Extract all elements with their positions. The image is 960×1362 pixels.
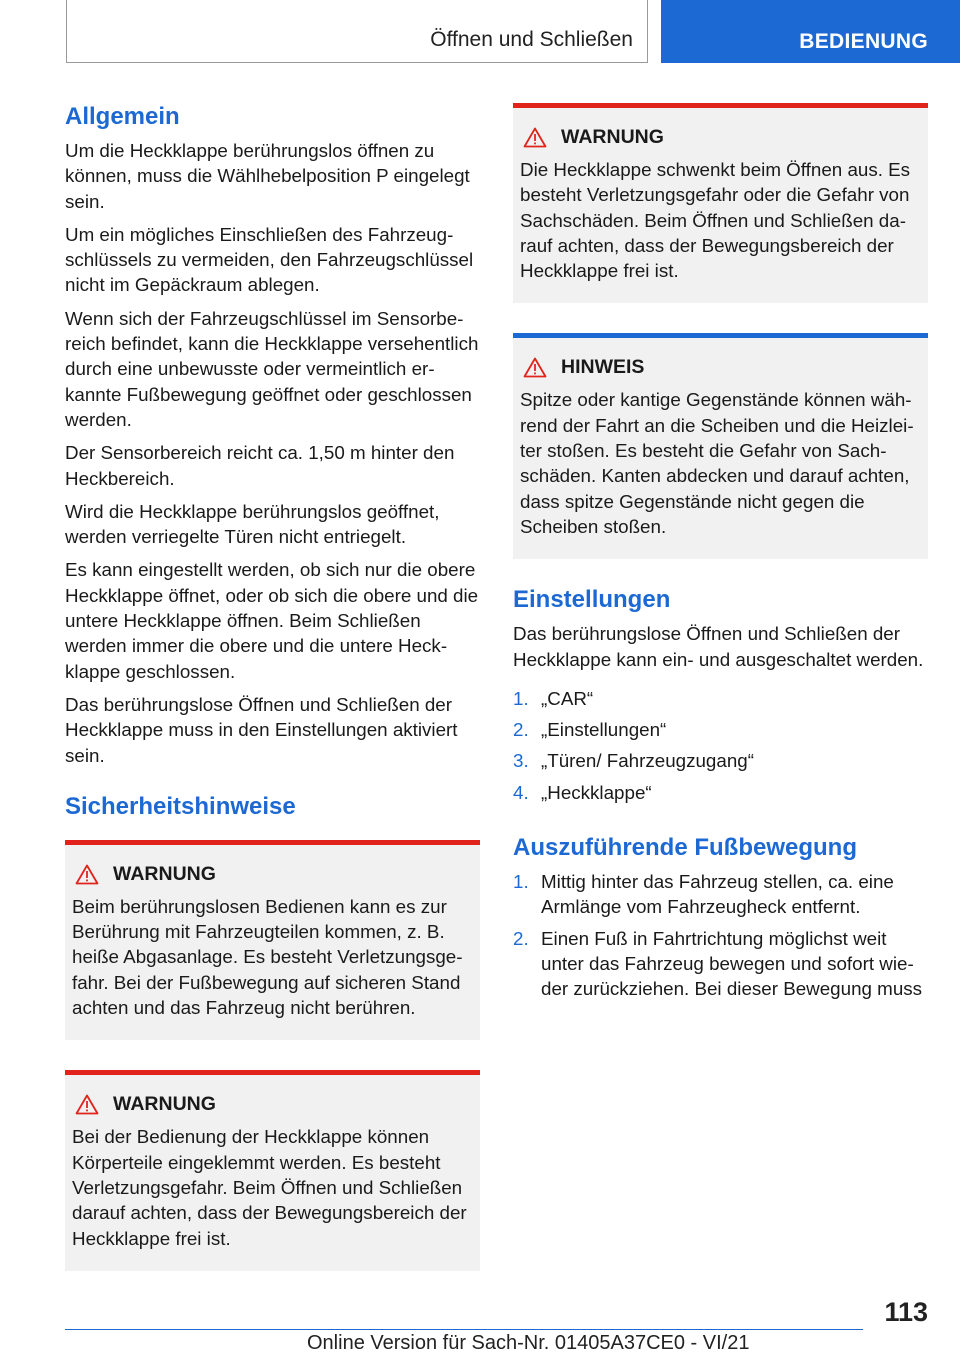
paragraph: Wenn sich der Fahrzeugschlüssel im Sensorbereich befindet, kann die Heckklappe versehentlich durch eine unbewusste oder vermeintlich erkannte Fußbewegung geöffnet oder geschlossen werden. xyxy=(65,307,479,430)
paragraph: Das berührungslose Öffnen und Schließen der Heckklappe muss in den Einstellungen aktiviert sein. xyxy=(65,693,458,766)
warning-box-title: WARNUNG xyxy=(561,126,664,148)
notice-box-title: HINWEIS xyxy=(561,356,645,379)
header-chapter-tab[interactable] xyxy=(661,0,960,63)
paragraph: Es kann eingestellt werden, ob sich nur die obere Heckklappe öffnet, oder ob sich die obere und die untere Heckklappe öffnen. Beim Schließen werden immer die obere und die untere Heckklappe geschlossen. xyxy=(65,559,479,682)
list-item xyxy=(513,686,928,711)
list-number: 1. xyxy=(513,871,529,893)
list-text: „Heckklappe“ xyxy=(541,781,652,803)
paragraph: Um ein mögliches Einschließen des Fahrzeugschlüssels zu vermeiden, den Fahrzeugschlüssel nicht im Gepäckraum ablegen. xyxy=(65,223,474,296)
footer-divider xyxy=(65,1329,863,1330)
left-column xyxy=(65,100,480,1301)
list-number: 3. xyxy=(513,750,529,772)
warning-box-text: Bei der Bedienung der Heckklappe können Körperteile eingeklemmt werden. Es besteht Verletzungsgefahr. Beim Öffnen und Schließen darauf achten, dass der Bewegungsbereich der Heckklappe frei ist. xyxy=(72,1126,467,1249)
warning-triangle-icon xyxy=(523,127,547,148)
list-text: „Türen/ Fahrzeugzugang“ xyxy=(541,750,754,772)
heading-fussbewegung: Auszuführende Fußbewegung xyxy=(513,834,857,862)
notice-box-header xyxy=(520,356,920,379)
paragraph: Wird die Heckklappe berührungslos geöffnet, werden verriegelte Türen nicht entriegelt. xyxy=(65,500,440,548)
fussbewegung-steps xyxy=(513,869,928,1001)
warning-box-header xyxy=(72,863,472,886)
list-number: 1. xyxy=(513,687,529,709)
header-section-box xyxy=(66,0,648,63)
header-chapter-label: BEDIENUNG xyxy=(799,30,928,53)
header-section-title: Öffnen und Schließen xyxy=(430,28,633,51)
warning-box xyxy=(65,840,480,1040)
list-item xyxy=(513,780,928,805)
list-item xyxy=(513,869,928,920)
warning-box xyxy=(513,103,928,303)
einstellungen-steps xyxy=(513,686,928,805)
heading-sicherheitshinweise: Sicherheitshinweise xyxy=(65,792,296,820)
paragraph: Um die Heckklappe berührungslos öffnen zu können, muss die Wählhebelposition P eingelegt sein. xyxy=(65,140,470,212)
warning-triangle-icon xyxy=(75,1094,99,1115)
list-item xyxy=(513,748,928,773)
heading-allgemein: Allgemein xyxy=(65,103,180,130)
right-column xyxy=(513,103,928,1028)
list-text: Einen Fuß in Fahrtrichtung möglichst weit unter das Fahrzeug bewegen und sofort wieder zurückziehen. Bei dieser Bewegung muss xyxy=(541,927,923,1000)
paragraph: Das berührungslose Öffnen und Schließen der Heckklappe kann ein- und ausgeschaltet werden. xyxy=(513,623,924,670)
list-number: 4. xyxy=(513,781,529,803)
warning-box-text: Beim berührungslosen Bedienen kann es zur Berührung mit Fahrzeugteilen kommen, z. B. heiße Abgasanlage. Es besteht Verletzungsgefahr. Bei der Fußbewegung auf sicheren Stand achten und das Fahrzeug nicht berühren. xyxy=(72,895,463,1019)
warning-triangle-icon xyxy=(75,864,99,885)
notice-box-text: Spitze oder kantige Gegenstände können während der Fahrt an die Scheiben und die Heizleiter stoßen. Es besteht die Gefahr von Sachschäden. Kanten abdecken und darauf achten, dass spitze Gegenstände nicht gegen die Scheiben stoßen. xyxy=(520,389,914,537)
list-number: 2. xyxy=(513,927,529,949)
warning-box-header xyxy=(520,126,920,149)
paragraph: Der Sensorbereich reicht ca. 1,50 m hinter den Heckbereich. xyxy=(65,442,455,489)
warning-box-header xyxy=(72,1093,472,1116)
warning-box xyxy=(65,1070,480,1270)
warning-box-text: Die Heckklappe schwenkt beim Öffnen aus. Es besteht Verletzungsgefahr oder die Gefahr von Sachschäden. Beim Öffnen und Schließen darauf achten, dass der Bewegungsbereich der Heckklappe frei ist. xyxy=(520,159,911,282)
warning-box-title: WARNUNG xyxy=(113,1093,216,1116)
list-item xyxy=(513,717,928,742)
footer-version-text: Online Version für Sach-Nr. 01405A37CE0 - VI/21 xyxy=(307,1332,750,1354)
notice-box xyxy=(513,333,928,559)
list-text: Mittig hinter das Fahrzeug stellen, ca. eine Armlänge vom Fahrzeugheck entfernt. xyxy=(541,871,894,918)
list-item xyxy=(513,926,928,1002)
page-number: 113 xyxy=(884,1297,928,1327)
list-number: 2. xyxy=(513,719,529,741)
warning-box-title: WARNUNG xyxy=(113,862,216,885)
warning-triangle-icon xyxy=(523,357,547,378)
list-text: „CAR“ xyxy=(541,687,594,709)
heading-einstellungen: Einstellungen xyxy=(513,586,671,614)
list-text: „Einstellungen“ xyxy=(541,719,667,741)
